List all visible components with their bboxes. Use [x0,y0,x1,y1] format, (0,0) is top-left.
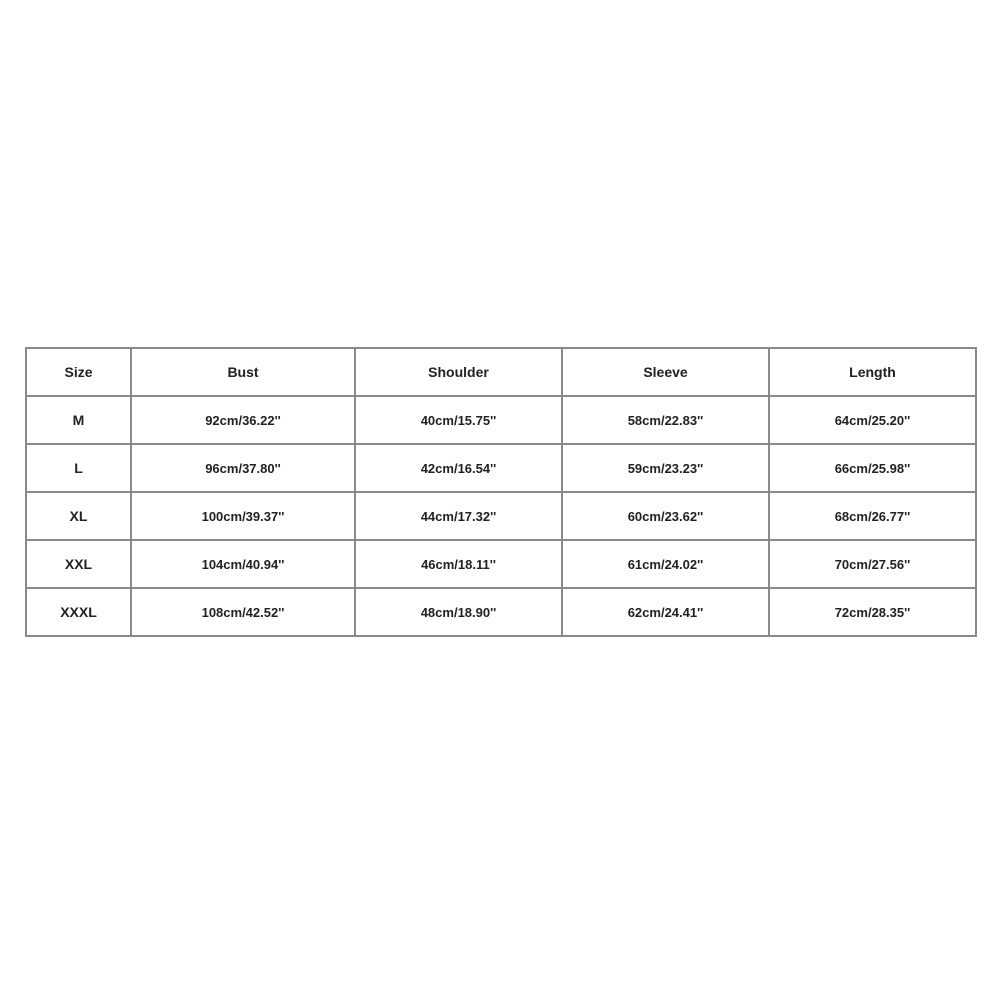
length-cell: 68cm/26.77'' [769,492,976,540]
header-sleeve: Sleeve [562,348,769,396]
header-row [26,348,976,396]
shoulder-cell: 46cm/18.11'' [355,540,562,588]
size-cell: XL [26,492,131,540]
table-row [26,540,976,588]
header-size: Size [26,348,131,396]
shoulder-cell: 40cm/15.75'' [355,396,562,444]
size-chart-table [25,347,977,637]
bust-cell: 100cm/39.37'' [131,492,355,540]
size-cell: XXXL [26,588,131,636]
bust-cell: 92cm/36.22'' [131,396,355,444]
length-cell: 72cm/28.35'' [769,588,976,636]
length-cell: 66cm/25.98'' [769,444,976,492]
sleeve-cell: 58cm/22.83'' [562,396,769,444]
length-cell: 70cm/27.56'' [769,540,976,588]
sleeve-cell: 60cm/23.62'' [562,492,769,540]
table-row [26,444,976,492]
bust-cell: 96cm/37.80'' [131,444,355,492]
table-row [26,396,976,444]
shoulder-cell: 48cm/18.90'' [355,588,562,636]
table-row [26,588,976,636]
length-cell: 64cm/25.20'' [769,396,976,444]
bust-cell: 108cm/42.52'' [131,588,355,636]
size-cell: XXL [26,540,131,588]
header-shoulder: Shoulder [355,348,562,396]
shoulder-cell: 42cm/16.54'' [355,444,562,492]
shoulder-cell: 44cm/17.32'' [355,492,562,540]
bust-cell: 104cm/40.94'' [131,540,355,588]
header-bust: Bust [131,348,355,396]
sleeve-cell: 62cm/24.41'' [562,588,769,636]
sleeve-cell: 59cm/23.23'' [562,444,769,492]
size-cell: L [26,444,131,492]
header-length: Length [769,348,976,396]
size-cell: M [26,396,131,444]
sleeve-cell: 61cm/24.02'' [562,540,769,588]
table-row [26,492,976,540]
